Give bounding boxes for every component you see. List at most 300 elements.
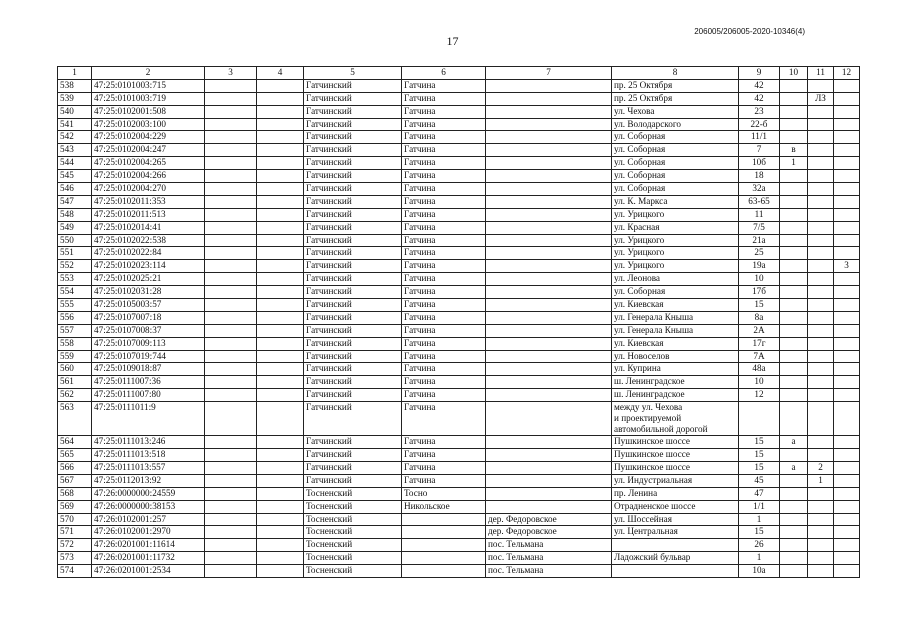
- table-cell: 47:26:0201001:11732: [92, 552, 205, 565]
- table-cell: [257, 376, 304, 389]
- table-cell: Гатчина: [402, 105, 486, 118]
- table-cell: Гатчинский: [304, 105, 402, 118]
- table-cell: [780, 539, 808, 552]
- table-cell: [834, 350, 860, 363]
- table-cell: [205, 449, 257, 462]
- table-cell: Пушкинское шоссе: [612, 449, 739, 462]
- table-cell: Гатчина: [402, 474, 486, 487]
- table-cell: [205, 118, 257, 131]
- table-cell: Гатчинский: [304, 195, 402, 208]
- table-cell: а: [780, 436, 808, 449]
- table-cell: Гатчинский: [304, 376, 402, 389]
- table-cell: [834, 461, 860, 474]
- table-cell: Гатчинский: [304, 79, 402, 92]
- table-row: [58, 539, 860, 552]
- table-cell: 540: [58, 105, 92, 118]
- table-cell: [486, 260, 612, 273]
- table-cell: [257, 474, 304, 487]
- column-header: 1: [58, 67, 92, 80]
- table-cell: [486, 461, 612, 474]
- table-cell: 544: [58, 157, 92, 170]
- table-cell: дер. Федоровское: [486, 526, 612, 539]
- table-cell: 568: [58, 487, 92, 500]
- table-cell: [486, 449, 612, 462]
- table-cell: Тосненский: [304, 500, 402, 513]
- table-row: [58, 105, 860, 118]
- column-header: 3: [205, 67, 257, 80]
- table-cell: [808, 565, 834, 578]
- table-cell: Гатчинский: [304, 449, 402, 462]
- table-cell: [257, 526, 304, 539]
- table-cell: Гатчина: [402, 311, 486, 324]
- table-cell: ул. Центральная: [612, 526, 739, 539]
- table-cell: [780, 389, 808, 402]
- table-cell: [808, 118, 834, 131]
- table-cell: 15: [739, 449, 780, 462]
- table-cell: [780, 221, 808, 234]
- table-cell: 548: [58, 208, 92, 221]
- table-cell: Гатчинский: [304, 157, 402, 170]
- table-cell: 47:25:0102025:21: [92, 273, 205, 286]
- table-cell: [486, 157, 612, 170]
- table-cell: [205, 234, 257, 247]
- table-cell: [486, 221, 612, 234]
- table-cell: [834, 286, 860, 299]
- table-cell: ул. К. Маркса: [612, 195, 739, 208]
- table-cell: 3: [834, 260, 860, 273]
- table-cell: [834, 539, 860, 552]
- table-cell: [834, 363, 860, 376]
- table-cell: [205, 299, 257, 312]
- table-cell: 47:25:0102004:229: [92, 131, 205, 144]
- table-cell: 1: [808, 474, 834, 487]
- column-header: 12: [834, 67, 860, 80]
- table-cell: 47:25:0102014:41: [92, 221, 205, 234]
- column-header: 5: [304, 67, 402, 80]
- table-cell: [257, 118, 304, 131]
- table-cell: [486, 311, 612, 324]
- table-cell: 17б: [739, 286, 780, 299]
- table-cell: 15: [739, 436, 780, 449]
- table-cell: [780, 552, 808, 565]
- table-cell: [486, 234, 612, 247]
- table-cell: Гатчина: [402, 286, 486, 299]
- table-cell: [780, 234, 808, 247]
- table-cell: ул. Генерала Кныша: [612, 311, 739, 324]
- table-cell: [257, 350, 304, 363]
- table-cell: 1: [739, 552, 780, 565]
- column-header: 10: [780, 67, 808, 80]
- table-cell: [808, 144, 834, 157]
- table-cell: Гатчина: [402, 350, 486, 363]
- table-cell: 47:25:0101003:715: [92, 79, 205, 92]
- table-row: [58, 526, 860, 539]
- table-cell: Тосно: [402, 487, 486, 500]
- table-cell: Гатчина: [402, 273, 486, 286]
- table-cell: пр. Ленина: [612, 487, 739, 500]
- table-cell: 1: [739, 513, 780, 526]
- table-cell: [808, 513, 834, 526]
- table-cell: 47:26:0201001:2534: [92, 565, 205, 578]
- table-cell: [205, 260, 257, 273]
- table-cell: [257, 260, 304, 273]
- table-cell: [808, 247, 834, 260]
- table-cell: Гатчина: [402, 449, 486, 462]
- table-cell: 47:25:0111013:246: [92, 436, 205, 449]
- table-cell: [808, 324, 834, 337]
- table-cell: ул. Соборная: [612, 131, 739, 144]
- table-cell: [834, 324, 860, 337]
- table-cell: 12: [739, 389, 780, 402]
- table-row: [58, 221, 860, 234]
- table-cell: 45: [739, 474, 780, 487]
- table-cell: 546: [58, 183, 92, 196]
- table-cell: [257, 363, 304, 376]
- table-row: [58, 157, 860, 170]
- table-cell: [486, 208, 612, 221]
- table-row: [58, 286, 860, 299]
- table-cell: 47:25:0111007:80: [92, 389, 205, 402]
- table-cell: [402, 565, 486, 578]
- table-cell: Гатчинский: [304, 402, 402, 436]
- table-cell: [205, 552, 257, 565]
- table-cell: [808, 105, 834, 118]
- table-cell: [808, 183, 834, 196]
- table-cell: 32а: [739, 183, 780, 196]
- table-cell: [205, 565, 257, 578]
- table-cell: 47:26:0102001:257: [92, 513, 205, 526]
- table-cell: [486, 337, 612, 350]
- table-cell: Гатчинский: [304, 363, 402, 376]
- table-cell: 573: [58, 552, 92, 565]
- table-cell: [486, 170, 612, 183]
- table-row: [58, 79, 860, 92]
- table-cell: ул. Индустриальная: [612, 474, 739, 487]
- table-cell: [402, 539, 486, 552]
- table-cell: [834, 118, 860, 131]
- table-cell: Гатчина: [402, 324, 486, 337]
- table-cell: [486, 195, 612, 208]
- table-cell: 47:25:0105003:57: [92, 299, 205, 312]
- table-cell: 47:25:0102004:266: [92, 170, 205, 183]
- table-cell: 7А: [739, 350, 780, 363]
- table-cell: [834, 170, 860, 183]
- table-cell: 23: [739, 105, 780, 118]
- table-cell: 10: [739, 273, 780, 286]
- table-cell: [808, 402, 834, 436]
- table-cell: [205, 79, 257, 92]
- table-cell: [834, 402, 860, 436]
- table-cell: 42: [739, 92, 780, 105]
- table-cell: [780, 449, 808, 462]
- table-cell: пос. Тельмана: [486, 565, 612, 578]
- table-cell: [808, 350, 834, 363]
- table-cell: [205, 157, 257, 170]
- table-cell: 47:25:0102023:114: [92, 260, 205, 273]
- table-cell: 11: [739, 208, 780, 221]
- table-cell: [834, 183, 860, 196]
- table-cell: 47:25:0107009:113: [92, 337, 205, 350]
- table-cell: Гатчина: [402, 247, 486, 260]
- table-cell: Тосненский: [304, 552, 402, 565]
- column-header: 2: [92, 67, 205, 80]
- table-cell: [808, 79, 834, 92]
- table-cell: Гатчинский: [304, 324, 402, 337]
- table-cell: [486, 376, 612, 389]
- table-cell: пр. 25 Октября: [612, 79, 739, 92]
- table-cell: [780, 79, 808, 92]
- table-cell: 15: [739, 461, 780, 474]
- table-cell: [205, 131, 257, 144]
- table-cell: 572: [58, 539, 92, 552]
- table-row: [58, 500, 860, 513]
- table-cell: [257, 195, 304, 208]
- table-cell: [486, 500, 612, 513]
- table-cell: 15: [739, 299, 780, 312]
- table-cell: дер. Федоровское: [486, 513, 612, 526]
- table-cell: [808, 526, 834, 539]
- table-cell: [780, 92, 808, 105]
- table-cell: Гатчина: [402, 131, 486, 144]
- table-row: [58, 195, 860, 208]
- table-cell: [834, 526, 860, 539]
- table-cell: [205, 350, 257, 363]
- table-row: [58, 208, 860, 221]
- table-cell: ул. Соборная: [612, 170, 739, 183]
- table-cell: [205, 311, 257, 324]
- table-cell: [257, 221, 304, 234]
- table-cell: [808, 273, 834, 286]
- table-cell: [808, 234, 834, 247]
- table-cell: 565: [58, 449, 92, 462]
- table-cell: [780, 337, 808, 350]
- table-cell: 557: [58, 324, 92, 337]
- table-cell: [612, 565, 739, 578]
- table-row: [58, 260, 860, 273]
- table-cell: 47:26:0201001:11614: [92, 539, 205, 552]
- table-cell: [205, 461, 257, 474]
- table-row: [58, 273, 860, 286]
- table-cell: Гатчина: [402, 436, 486, 449]
- table-cell: [780, 311, 808, 324]
- column-header: 4: [257, 67, 304, 80]
- table-cell: ул. Соборная: [612, 183, 739, 196]
- table-cell: [486, 474, 612, 487]
- table-cell: 543: [58, 144, 92, 157]
- table-cell: [834, 157, 860, 170]
- table-cell: Гатчина: [402, 208, 486, 221]
- table-cell: а: [780, 461, 808, 474]
- table-cell: [205, 170, 257, 183]
- table-cell: [780, 118, 808, 131]
- table-row: [58, 324, 860, 337]
- table-cell: [808, 299, 834, 312]
- table-cell: Гатчина: [402, 195, 486, 208]
- table-cell: [257, 170, 304, 183]
- table-cell: [257, 183, 304, 196]
- table-cell: [205, 208, 257, 221]
- table-cell: [486, 131, 612, 144]
- table-cell: ул. Новоселов: [612, 350, 739, 363]
- table-row: [58, 92, 860, 105]
- table-cell: [808, 363, 834, 376]
- table-row: [58, 337, 860, 350]
- table-cell: 22-б: [739, 118, 780, 131]
- table-cell: [257, 286, 304, 299]
- table-cell: 563: [58, 402, 92, 436]
- table-cell: Гатчина: [402, 221, 486, 234]
- table-cell: 560: [58, 363, 92, 376]
- table-cell: Гатчина: [402, 183, 486, 196]
- table-cell: [486, 389, 612, 402]
- table-cell: [834, 449, 860, 462]
- table-cell: 569: [58, 500, 92, 513]
- table-cell: 15: [739, 526, 780, 539]
- table-cell: ул. Красная: [612, 221, 739, 234]
- table-cell: [486, 350, 612, 363]
- table-cell: [808, 260, 834, 273]
- table-cell: [205, 474, 257, 487]
- table-cell: Гатчинский: [304, 183, 402, 196]
- table-cell: Гатчинский: [304, 337, 402, 350]
- table-cell: [205, 195, 257, 208]
- table-cell: [205, 221, 257, 234]
- table-cell: [834, 144, 860, 157]
- table-cell: ЛЗ: [808, 92, 834, 105]
- table-cell: [205, 92, 257, 105]
- table-cell: 1/1: [739, 500, 780, 513]
- table-cell: Гатчина: [402, 376, 486, 389]
- table-cell: 555: [58, 299, 92, 312]
- table-cell: [808, 337, 834, 350]
- table-cell: [834, 92, 860, 105]
- table-cell: 47:25:0102011:353: [92, 195, 205, 208]
- table-cell: [834, 208, 860, 221]
- column-header: 6: [402, 67, 486, 80]
- table-cell: Гатчинский: [304, 389, 402, 402]
- table-cell: 570: [58, 513, 92, 526]
- table-cell: Гатчина: [402, 337, 486, 350]
- table-cell: Никольское: [402, 500, 486, 513]
- table-cell: [808, 389, 834, 402]
- table-cell: Гатчинский: [304, 247, 402, 260]
- table-cell: 21а: [739, 234, 780, 247]
- table-cell: [205, 539, 257, 552]
- table-cell: [808, 552, 834, 565]
- table-row: [58, 170, 860, 183]
- table-cell: Гатчина: [402, 260, 486, 273]
- table-cell: Тосненский: [304, 513, 402, 526]
- table-cell: [780, 247, 808, 260]
- table-cell: 47:25:0102004:270: [92, 183, 205, 196]
- table-cell: [205, 402, 257, 436]
- table-cell: [205, 144, 257, 157]
- table-cell: [402, 552, 486, 565]
- table-cell: [257, 513, 304, 526]
- table-row: [58, 118, 860, 131]
- table-cell: [205, 389, 257, 402]
- table-cell: [834, 131, 860, 144]
- table-cell: Гатчинский: [304, 234, 402, 247]
- table-cell: ул. Киевская: [612, 337, 739, 350]
- table-cell: 1: [780, 157, 808, 170]
- table-cell: 541: [58, 118, 92, 131]
- table-cell: [257, 487, 304, 500]
- table-cell: [780, 474, 808, 487]
- table-cell: [780, 513, 808, 526]
- table-cell: [257, 324, 304, 337]
- table-cell: 10: [739, 376, 780, 389]
- table-cell: Тосненский: [304, 526, 402, 539]
- table-cell: [205, 337, 257, 350]
- table-cell: [780, 286, 808, 299]
- table-cell: ш. Ленинградское: [612, 376, 739, 389]
- table-cell: [257, 144, 304, 157]
- table-cell: [257, 131, 304, 144]
- table-cell: [257, 208, 304, 221]
- table-cell: [257, 79, 304, 92]
- table-cell: [834, 247, 860, 260]
- table-cell: 571: [58, 526, 92, 539]
- table-cell: [257, 299, 304, 312]
- table-cell: 8а: [739, 311, 780, 324]
- table-cell: [834, 273, 860, 286]
- table-cell: Гатчинский: [304, 208, 402, 221]
- table-cell: 7: [739, 144, 780, 157]
- table-cell: ул. Куприна: [612, 363, 739, 376]
- table-cell: [486, 363, 612, 376]
- table-cell: [205, 500, 257, 513]
- table-cell: 545: [58, 170, 92, 183]
- table-cell: [808, 376, 834, 389]
- table-cell: [780, 350, 808, 363]
- table-cell: [257, 92, 304, 105]
- table-row: [58, 436, 860, 449]
- table-cell: 47:25:0102004:247: [92, 144, 205, 157]
- table-cell: [257, 247, 304, 260]
- table-cell: Гатчинский: [304, 299, 402, 312]
- table-cell: [834, 337, 860, 350]
- table-row: [58, 449, 860, 462]
- table-cell: [834, 311, 860, 324]
- table-cell: [808, 286, 834, 299]
- table-cell: Гатчинский: [304, 221, 402, 234]
- table-row: [58, 389, 860, 402]
- table-cell: [808, 436, 834, 449]
- table-cell: 47:25:0102011:513: [92, 208, 205, 221]
- table-cell: [808, 487, 834, 500]
- table-cell: Гатчина: [402, 170, 486, 183]
- table-cell: 42: [739, 79, 780, 92]
- table-cell: [486, 299, 612, 312]
- table-cell: [205, 513, 257, 526]
- table-cell: [834, 79, 860, 92]
- table-cell: 547: [58, 195, 92, 208]
- table-cell: 47:25:0102001:508: [92, 105, 205, 118]
- column-header: 11: [808, 67, 834, 80]
- table-cell: Гатчинский: [304, 350, 402, 363]
- table-cell: [780, 170, 808, 183]
- table-cell: ул. Урицкого: [612, 208, 739, 221]
- table-cell: 549: [58, 221, 92, 234]
- table-row: [58, 552, 860, 565]
- table-cell: ш. Ленинградское: [612, 389, 739, 402]
- table-cell: ул. Чехова: [612, 105, 739, 118]
- table-cell: 47:25:0102003:100: [92, 118, 205, 131]
- table-cell: ул. Леонова: [612, 273, 739, 286]
- table-cell: 574: [58, 565, 92, 578]
- table-cell: [808, 195, 834, 208]
